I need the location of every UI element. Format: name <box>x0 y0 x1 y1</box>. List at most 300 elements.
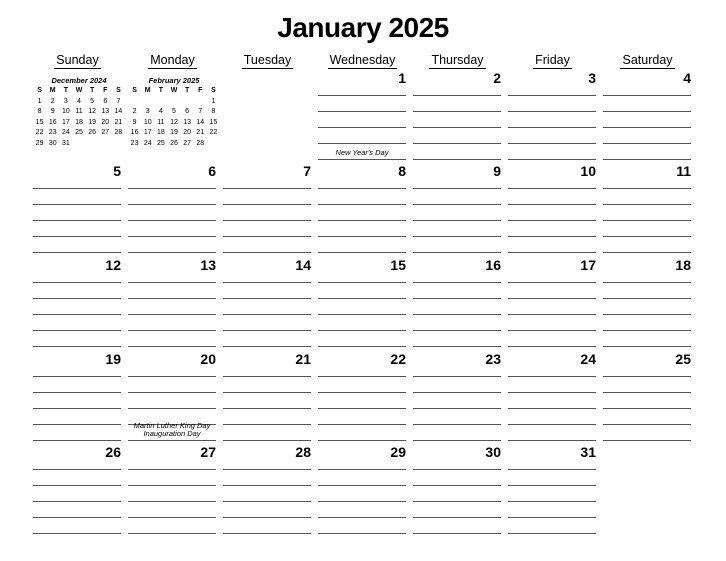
note-line[interactable] <box>413 127 501 128</box>
mini-calendar-day <box>194 97 207 108</box>
day-cell-9[interactable] <box>413 163 501 255</box>
mini-calendar-day: 10 <box>143 118 152 126</box>
note-line[interactable] <box>603 188 691 189</box>
note-line[interactable] <box>603 346 691 347</box>
day-number: 27 <box>200 444 216 460</box>
day-number: 28 <box>295 444 311 460</box>
note-line[interactable] <box>223 252 311 253</box>
note-line[interactable] <box>128 220 216 221</box>
note-line[interactable] <box>128 204 216 205</box>
mini-calendar-day: 26 <box>88 129 97 137</box>
day-cell-23[interactable] <box>413 351 501 443</box>
weekday-header-saturday <box>600 53 695 69</box>
weekday-header-thursday <box>410 53 505 69</box>
note-line[interactable] <box>128 469 216 470</box>
note-line[interactable] <box>508 533 596 534</box>
note-line[interactable] <box>318 298 406 299</box>
weekday-header-monday <box>125 53 220 69</box>
day-cell-24[interactable] <box>508 351 596 443</box>
day-number: 17 <box>580 257 596 273</box>
note-line[interactable] <box>33 533 121 534</box>
note-line[interactable] <box>223 408 311 409</box>
mini-calendar-day: 20 <box>101 118 110 126</box>
mini-calendar-day: 5 <box>90 97 95 105</box>
mini-calendar-day: 5 <box>172 108 176 116</box>
day-cell-18[interactable] <box>603 257 691 349</box>
mini-calendar-day: 11 <box>75 108 83 116</box>
day-number: 4 <box>683 70 691 86</box>
note-line[interactable] <box>413 314 501 315</box>
day-cell-3[interactable] <box>508 70 596 162</box>
note-line[interactable] <box>603 330 691 331</box>
note-line[interactable] <box>603 314 691 315</box>
note-line[interactable] <box>413 469 501 470</box>
weekday-label: Saturday <box>622 53 673 67</box>
note-line[interactable] <box>508 282 596 283</box>
mini-calendar-day: 6 <box>103 97 108 105</box>
mini-calendar-weekday: M <box>49 87 56 95</box>
note-line[interactable] <box>508 330 596 331</box>
note-line[interactable] <box>508 376 596 377</box>
note-line[interactable] <box>603 220 691 221</box>
note-line[interactable] <box>33 204 121 205</box>
mini-calendar-day: 12 <box>88 108 97 116</box>
note-line[interactable] <box>413 346 501 347</box>
note-line[interactable] <box>413 143 501 144</box>
day-cell-26[interactable] <box>33 444 121 536</box>
note-line[interactable] <box>508 501 596 502</box>
note-line[interactable] <box>33 440 121 441</box>
note-line[interactable] <box>223 533 311 534</box>
note-line[interactable] <box>508 298 596 299</box>
mini-calendar-day: 22 <box>209 129 218 137</box>
mini-calendar-day: 8 <box>37 108 42 116</box>
day-cell-15[interactable] <box>318 257 406 349</box>
note-line[interactable] <box>318 220 406 221</box>
weekday-label: Sunday <box>56 53 99 67</box>
note-line[interactable] <box>33 424 121 425</box>
note-line[interactable] <box>603 392 691 393</box>
note-line[interactable] <box>223 236 311 237</box>
day-cell-8[interactable] <box>318 163 406 255</box>
note-line[interactable] <box>508 236 596 237</box>
mini-calendar-day: 23 <box>48 129 57 137</box>
note-line[interactable] <box>508 143 596 144</box>
note-line[interactable] <box>413 252 501 253</box>
note-line[interactable] <box>128 440 216 441</box>
mini-calendar-day: 4 <box>158 108 163 116</box>
day-number: 1 <box>398 70 406 86</box>
day-number: 31 <box>580 444 596 460</box>
day-cell-16[interactable] <box>413 257 501 349</box>
note-line[interactable] <box>413 188 501 189</box>
note-line[interactable] <box>318 252 406 253</box>
day-cell-5[interactable] <box>33 163 121 255</box>
note-line[interactable] <box>413 424 501 425</box>
mini-calendar-weekday: T <box>158 87 163 95</box>
note-line[interactable] <box>128 408 216 409</box>
note-line[interactable] <box>223 517 311 518</box>
mini-calendar-weekday: F <box>198 87 203 95</box>
mini-calendar-weekday: S <box>37 87 42 95</box>
mini-calendar-next <box>128 76 220 149</box>
note-line[interactable] <box>223 424 311 425</box>
day-number: 23 <box>485 351 501 367</box>
note-line[interactable] <box>318 501 406 502</box>
mini-calendar-day: 9 <box>132 118 137 126</box>
note-line[interactable] <box>223 469 311 470</box>
day-cell-4[interactable] <box>603 70 691 162</box>
note-line[interactable] <box>413 440 501 441</box>
mini-calendar-day: 2 <box>132 108 137 116</box>
note-line[interactable] <box>128 188 216 189</box>
mini-calendar-weekday: F <box>103 87 108 95</box>
mini-calendar-day <box>86 139 99 150</box>
weekday-header-friday <box>505 53 600 69</box>
mini-calendar-day: 10 <box>61 108 70 116</box>
note-line[interactable] <box>33 469 121 470</box>
mini-calendar-day: 15 <box>209 118 218 126</box>
mini-calendar-day: 21 <box>114 118 123 126</box>
note-line[interactable] <box>508 204 596 205</box>
note-line[interactable] <box>508 346 596 347</box>
calendar-title: January 2025 <box>277 12 449 43</box>
note-line[interactable] <box>508 188 596 189</box>
mini-calendar-previous <box>33 76 125 149</box>
mini-calendar-day <box>99 139 112 150</box>
mini-calendar-day: 16 <box>48 118 57 126</box>
note-line[interactable] <box>33 408 121 409</box>
note-line[interactable] <box>128 517 216 518</box>
note-line[interactable] <box>508 469 596 470</box>
day-cell-19[interactable] <box>33 351 121 443</box>
note-line[interactable] <box>508 517 596 518</box>
mini-calendar-day <box>112 139 125 150</box>
note-line[interactable] <box>128 282 216 283</box>
note-line[interactable] <box>33 314 121 315</box>
day-number: 29 <box>390 444 406 460</box>
day-cell-29[interactable] <box>318 444 406 536</box>
day-cell-21[interactable] <box>223 351 311 443</box>
note-line[interactable] <box>318 188 406 189</box>
note-line[interactable] <box>33 188 121 189</box>
note-line[interactable] <box>128 533 216 534</box>
mini-calendar-day: 17 <box>61 118 70 126</box>
weekday-header-wednesday <box>315 53 410 69</box>
note-line[interactable] <box>318 376 406 377</box>
note-line[interactable] <box>603 408 691 409</box>
note-line[interactable] <box>508 220 596 221</box>
mini-calendar-day <box>154 97 167 108</box>
note-line[interactable] <box>318 392 406 393</box>
note-line[interactable] <box>223 485 311 486</box>
note-line[interactable] <box>413 282 501 283</box>
mini-calendar-day: 19 <box>170 129 178 137</box>
note-line[interactable] <box>318 95 406 96</box>
day-number: 8 <box>398 163 406 179</box>
mini-calendar-day: 27 <box>101 129 110 137</box>
note-line[interactable] <box>413 501 501 502</box>
holiday-label: Inauguration Day <box>143 429 201 438</box>
note-line[interactable] <box>223 346 311 347</box>
note-line[interactable] <box>508 159 596 160</box>
note-line[interactable] <box>318 159 406 160</box>
note-line[interactable] <box>508 127 596 128</box>
note-line[interactable] <box>603 252 691 253</box>
note-line[interactable] <box>33 252 121 253</box>
mini-calendar-day: 20 <box>183 129 192 137</box>
mini-calendar-day: 31 <box>61 139 70 147</box>
note-line[interactable] <box>318 533 406 534</box>
note-line[interactable] <box>413 392 501 393</box>
note-line[interactable] <box>413 298 501 299</box>
note-line[interactable] <box>318 408 406 409</box>
day-number: 3 <box>588 70 596 86</box>
note-line[interactable] <box>33 236 121 237</box>
day-number: 12 <box>105 257 121 273</box>
note-line[interactable] <box>318 346 406 347</box>
day-cell-22[interactable] <box>318 351 406 443</box>
day-cell-2[interactable] <box>413 70 501 162</box>
mini-calendar-day: 1 <box>37 97 42 105</box>
note-line[interactable] <box>33 220 121 221</box>
note-line[interactable] <box>33 376 121 377</box>
day-number: 14 <box>295 257 311 273</box>
mini-calendar-day: 25 <box>156 139 165 147</box>
day-cell-14[interactable] <box>223 257 311 349</box>
mini-calendar-day: 16 <box>130 129 139 137</box>
mini-calendar-day: 13 <box>101 108 110 116</box>
mini-calendar-day: 18 <box>156 129 165 137</box>
mini-calendar-day: 1 <box>211 97 216 105</box>
day-cell-6[interactable] <box>128 163 216 255</box>
note-line[interactable] <box>128 252 216 253</box>
note-line[interactable] <box>33 282 121 283</box>
day-number: 2 <box>493 70 501 86</box>
mini-calendar-day: 4 <box>77 97 81 105</box>
mini-calendar-weekday: S <box>132 87 137 95</box>
note-line[interactable] <box>318 517 406 518</box>
note-line[interactable] <box>33 298 121 299</box>
day-cell-1[interactable] <box>318 70 406 162</box>
note-line[interactable] <box>508 440 596 441</box>
note-line[interactable] <box>33 485 121 486</box>
mini-calendar-weekday: T <box>184 87 190 95</box>
note-line[interactable] <box>223 282 311 283</box>
note-line[interactable] <box>223 220 311 221</box>
note-line[interactable] <box>128 298 216 299</box>
mini-calendar-day: 23 <box>130 139 139 147</box>
weekday-header-tuesday <box>220 53 315 69</box>
note-line[interactable] <box>223 330 311 331</box>
day-cell-30[interactable] <box>413 444 501 536</box>
note-line[interactable] <box>603 376 691 377</box>
mini-calendar-day: 26 <box>170 139 178 147</box>
note-line[interactable] <box>318 143 406 144</box>
note-line[interactable] <box>413 111 501 112</box>
note-line[interactable] <box>33 501 121 502</box>
day-number: 5 <box>113 163 121 179</box>
mini-calendar-day: 24 <box>61 129 70 137</box>
note-line[interactable] <box>318 282 406 283</box>
day-number: 13 <box>200 257 216 273</box>
mini-calendar-weekday: T <box>63 87 68 95</box>
note-line[interactable] <box>223 501 311 502</box>
day-cell-7[interactable] <box>223 163 311 255</box>
day-cell-20[interactable] <box>128 351 216 443</box>
day-number: 16 <box>485 257 501 273</box>
note-line[interactable] <box>413 204 501 205</box>
mini-calendar-day <box>128 97 141 108</box>
day-number: 20 <box>200 351 216 367</box>
mini-calendar-day: 3 <box>145 108 150 116</box>
holiday-label: New Year's Day <box>335 148 389 157</box>
weekday-label: Tuesday <box>243 53 292 67</box>
day-cell-27[interactable] <box>128 444 216 536</box>
note-line[interactable] <box>318 314 406 315</box>
note-line[interactable] <box>413 236 501 237</box>
note-line[interactable] <box>318 330 406 331</box>
note-line[interactable] <box>603 143 691 144</box>
mini-calendar-day: 18 <box>75 118 83 126</box>
day-number: 10 <box>580 163 596 179</box>
note-line[interactable] <box>603 298 691 299</box>
mini-calendar-weekday: W <box>75 87 83 95</box>
day-number: 18 <box>675 257 691 273</box>
day-number: 24 <box>580 351 596 367</box>
note-line[interactable] <box>318 424 406 425</box>
note-line[interactable] <box>508 111 596 112</box>
note-line[interactable] <box>223 204 311 205</box>
note-line[interactable] <box>508 408 596 409</box>
note-line[interactable] <box>128 501 216 502</box>
note-line[interactable] <box>508 252 596 253</box>
note-line[interactable] <box>508 95 596 96</box>
day-number: 6 <box>208 163 216 179</box>
note-line[interactable] <box>33 330 121 331</box>
note-line[interactable] <box>128 485 216 486</box>
note-line[interactable] <box>413 485 501 486</box>
note-line[interactable] <box>508 392 596 393</box>
day-cell-13[interactable] <box>128 257 216 349</box>
note-line[interactable] <box>508 485 596 486</box>
note-line[interactable] <box>413 95 501 96</box>
note-line[interactable] <box>223 314 311 315</box>
note-line[interactable] <box>128 314 216 315</box>
mini-calendar-day: 15 <box>35 118 44 126</box>
note-line[interactable] <box>318 236 406 237</box>
mini-calendar-day: 2 <box>50 97 55 105</box>
mini-calendar-day: 12 <box>170 118 178 126</box>
mini-calendar-day <box>167 97 180 108</box>
mini-calendar-day: 28 <box>196 139 205 147</box>
note-line[interactable] <box>508 424 596 425</box>
note-line[interactable] <box>413 159 501 160</box>
note-line[interactable] <box>603 111 691 112</box>
note-line[interactable] <box>223 188 311 189</box>
note-line[interactable] <box>318 440 406 441</box>
mini-calendar-day: 13 <box>183 118 192 126</box>
note-line[interactable] <box>413 220 501 221</box>
note-line[interactable] <box>603 282 691 283</box>
mini-calendar-title: February 2025 <box>148 76 200 85</box>
day-number: 30 <box>485 444 501 460</box>
note-line[interactable] <box>223 376 311 377</box>
note-line[interactable] <box>413 517 501 518</box>
note-line[interactable] <box>128 376 216 377</box>
note-line[interactable] <box>318 127 406 128</box>
weekday-label: Monday <box>150 53 195 67</box>
mini-calendar-day: 30 <box>48 139 57 147</box>
note-line[interactable] <box>128 236 216 237</box>
mini-calendar-weekday: T <box>89 87 95 95</box>
day-number: 19 <box>105 351 121 367</box>
mini-calendar-day: 14 <box>196 118 205 126</box>
note-line[interactable] <box>318 204 406 205</box>
day-cell-17[interactable] <box>508 257 596 349</box>
day-cell-28[interactable] <box>223 444 311 536</box>
note-line[interactable] <box>318 469 406 470</box>
mini-calendar-day: 24 <box>143 139 152 147</box>
note-line[interactable] <box>603 127 691 128</box>
weekday-header-sunday <box>30 53 125 69</box>
weekday-label: Wednesday <box>329 53 396 67</box>
note-line[interactable] <box>128 330 216 331</box>
note-line[interactable] <box>33 392 121 393</box>
mini-calendar-day: 7 <box>198 108 203 116</box>
note-line[interactable] <box>603 159 691 160</box>
day-number: 22 <box>390 351 406 367</box>
day-cell-12[interactable] <box>33 257 121 349</box>
mini-calendar-day: 11 <box>157 118 165 126</box>
note-line[interactable] <box>508 314 596 315</box>
day-cell-11[interactable] <box>603 163 691 255</box>
weekday-label: Friday <box>535 53 570 67</box>
day-cell-25[interactable] <box>603 351 691 443</box>
day-cell-31[interactable] <box>508 444 596 536</box>
day-cell-10[interactable] <box>508 163 596 255</box>
note-line[interactable] <box>603 95 691 96</box>
mini-calendar-day: 27 <box>183 139 192 147</box>
note-line[interactable] <box>413 408 501 409</box>
mini-calendar-day: 8 <box>211 108 216 116</box>
note-line[interactable] <box>603 424 691 425</box>
day-number: 26 <box>105 444 121 460</box>
note-line[interactable] <box>413 533 501 534</box>
mini-calendar-day: 3 <box>63 97 68 105</box>
note-line[interactable] <box>128 346 216 347</box>
note-line[interactable] <box>223 298 311 299</box>
note-line[interactable] <box>603 236 691 237</box>
mini-calendar-weekday: S <box>116 87 121 95</box>
note-line[interactable] <box>33 346 121 347</box>
note-line[interactable] <box>413 330 501 331</box>
weekday-label: Thursday <box>431 53 484 67</box>
note-line[interactable] <box>318 485 406 486</box>
note-line[interactable] <box>223 440 311 441</box>
mini-calendar-day <box>141 97 154 108</box>
note-line[interactable] <box>33 517 121 518</box>
note-line[interactable] <box>603 440 691 441</box>
note-line[interactable] <box>128 392 216 393</box>
note-line[interactable] <box>413 376 501 377</box>
note-line[interactable] <box>223 392 311 393</box>
note-line[interactable] <box>318 111 406 112</box>
note-line[interactable] <box>603 204 691 205</box>
mini-calendar-day <box>181 97 194 108</box>
day-number: 21 <box>295 351 311 367</box>
mini-calendar-day: 19 <box>88 118 97 126</box>
